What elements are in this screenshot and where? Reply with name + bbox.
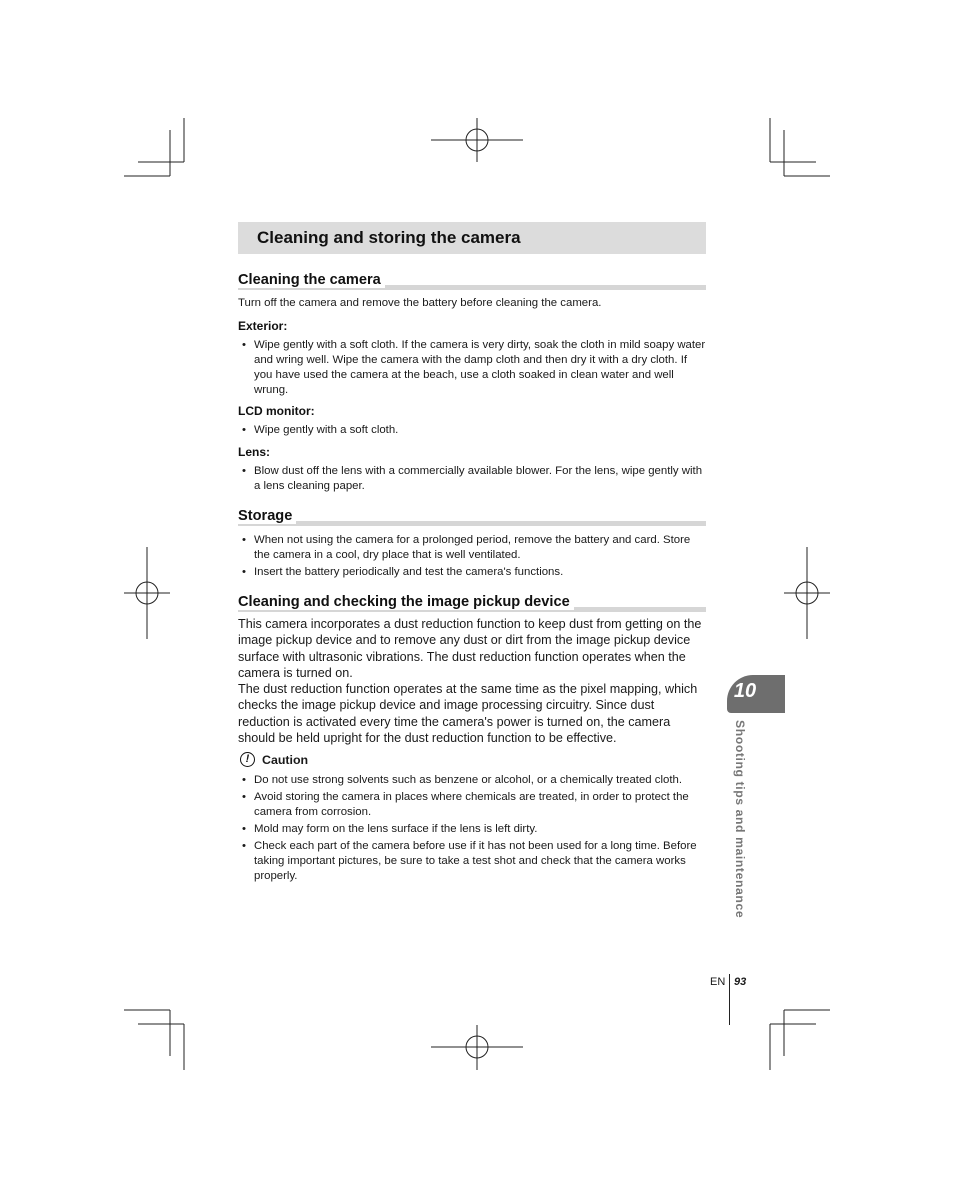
chapter-number: 10	[733, 680, 757, 702]
lcd-monitor-list	[238, 423, 708, 438]
storage-list	[238, 533, 708, 580]
list-item: • Avoid storing the camera in places where chemicals are treated, in order to protect the camera from corrosion.	[238, 790, 708, 820]
list-item: • Blow dust off the lens with a commercially available blower. For the lens, wipe gently with a lens cleaning paper.	[238, 464, 708, 494]
caution-icon: !	[240, 752, 255, 767]
cleaning-intro: Turn off the camera and remove the battery before cleaning the camera.	[238, 297, 602, 309]
pickup-paragraph-2: The dust reduction function operates at the same time as the pixel mapping, which checks the image pickup device and image processing circuitry. Since dust reduction is activated every time the camera's power is turned on, the camera should be held upright for the dust reduction function to be effective.	[238, 682, 698, 745]
list-item: • Wipe gently with a soft cloth. If the camera is very dirty, soak the cloth in mild soapy water and wring well. Wipe the camera with the damp cloth and then dry it with a dry cloth. If you have used the camera at the beach, use a cloth soaked in clean water and well wrung.	[238, 338, 708, 398]
section-heading-cleaning	[238, 272, 706, 292]
exterior-list	[238, 338, 708, 398]
chapter-tab	[727, 675, 785, 713]
list-item: • Insert the battery periodically and test the camera's functions.	[238, 565, 708, 580]
language-code: EN	[710, 976, 726, 988]
section-heading-text: Storage	[238, 508, 296, 524]
caution-list	[238, 773, 708, 884]
heading-rule	[238, 521, 706, 526]
caution-label: Caution	[262, 753, 309, 767]
list-item: • When not using the camera for a prolonged period, remove the battery and card. Store the camera in a cool, dry place that is well ventilated.	[238, 533, 708, 563]
footer-divider	[729, 974, 730, 1025]
page-number: 93	[734, 976, 747, 988]
list-item: • Do not use strong solvents such as benzene or alcohol, or a chemically treated cloth.	[238, 773, 708, 788]
chapter-side-label: Shooting tips and maintenance	[733, 720, 747, 919]
pickup-paragraph-1: This camera incorporates a dust reduction function to keep dust from getting on the image pickup device and to remove any dust or dirt from the image pickup device surface with ultrasonic vibrations. The dust reduction function operates when the camera is turned on.	[238, 617, 702, 680]
section-heading-storage	[238, 508, 706, 528]
list-item: • Wipe gently with a soft cloth.	[238, 423, 708, 438]
page-title-bar	[238, 222, 706, 254]
list-item: • Mold may form on the lens surface if the lens is left dirty.	[238, 822, 708, 837]
lens-list	[238, 464, 708, 494]
section-heading-pickup	[238, 594, 706, 614]
section-heading-text: Cleaning and checking the image pickup device	[238, 594, 574, 610]
section-heading-text: Cleaning the camera	[238, 272, 385, 288]
lcd-monitor-label: LCD monitor:	[238, 404, 315, 418]
lens-label: Lens:	[238, 445, 271, 459]
list-item: • Check each part of the camera before use if it has not been used for a long time. Before taking important pictures, be sure to take a test shot and check that the camera works properly.	[238, 839, 708, 884]
page-title: Cleaning and storing the camera	[257, 228, 521, 247]
exterior-label: Exterior:	[238, 319, 288, 333]
